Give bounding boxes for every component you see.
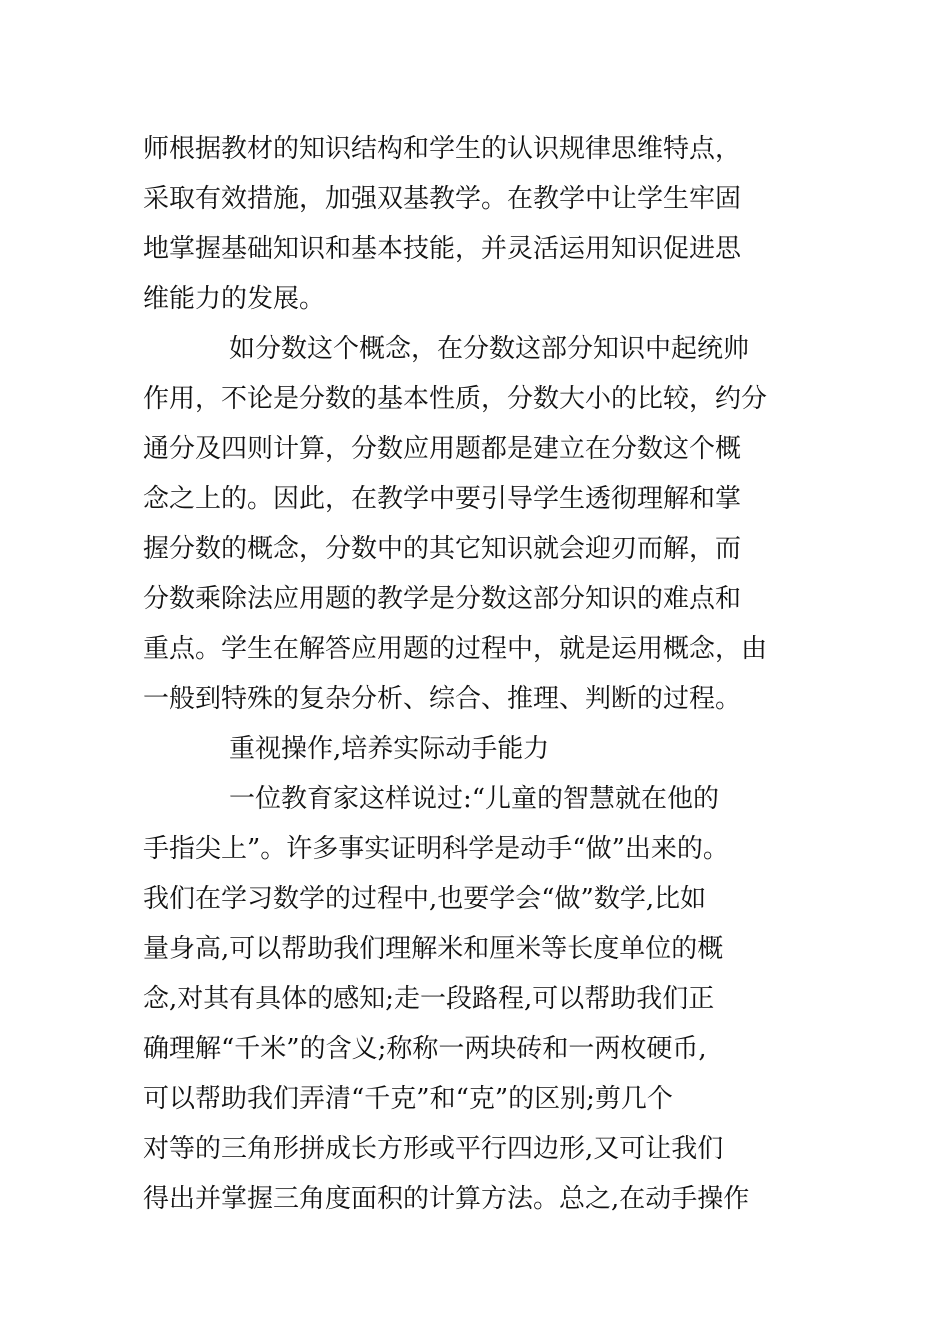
text-line: 分数乘除法应用题的教学是分数这部分知识的难点和 (143, 584, 742, 614)
text-line: 量身高,可以帮助我们理解米和厘米等长度单位的概 (143, 934, 724, 964)
text-line: 一般到特殊的复杂分析、综合、推理、判断的过程。 (143, 684, 742, 714)
text-line: 确理解“千米”的含义;称称一两块砖和一两枚硬币, (143, 1034, 707, 1064)
text-line: 重点。学生在解答应用题的过程中，就是运用概念，由 (143, 634, 768, 664)
text-line: 得出并掌握三角度面积的计算方法。总之,在动手操作 (143, 1184, 750, 1214)
text-line: 采取有效措施，加强双基教学。在教学中让学生牢固 (143, 184, 742, 214)
text-line: 如分数这个概念，在分数这部分知识中起统帅 (229, 334, 750, 364)
text-line: 维能力的发展。 (143, 284, 326, 314)
section-heading (143, 724, 843, 774)
text-line: 对等的三角形拼成长方形或平行四边形,又可让我们 (143, 1134, 724, 1164)
text-line: 念之上的。因此，在教学中要引导学生透彻理解和掌 (143, 484, 742, 514)
text-line: 地掌握基础知识和基本技能，并灵活运用知识促进思 (143, 234, 742, 264)
text-line: 我们在学习数学的过程中,也要学会“做”数学,比如 (143, 884, 707, 914)
text-line: 师根据教材的知识结构和学生的认识规律思维特点， (143, 134, 742, 164)
section-heading-text: 重视操作,培养实际动手能力 (229, 734, 550, 764)
text-line: 握分数的概念，分数中的其它知识就会迎刃而解，而 (143, 534, 742, 564)
text-line: 可以帮助我们弄清“千克”和“克”的区别;剪几个 (143, 1084, 673, 1114)
paragraph-fraction-concept (143, 324, 843, 724)
text-line: 念,对其有具体的感知;走一段路程,可以帮助我们正 (143, 984, 715, 1014)
text-line: 手指尖上”。许多事实证明科学是动手“做”出来的。 (143, 834, 729, 864)
paragraph-hands-on (143, 774, 843, 1224)
document-body (143, 124, 843, 1224)
text-line: 一位教育家这样说过:“儿童的智慧就在他的 (229, 784, 720, 814)
text-line: 通分及四则计算，分数应用题都是建立在分数这个概 (143, 434, 742, 464)
text-line: 作用，不论是分数的基本性质，分数大小的比较，约分 (143, 384, 768, 414)
paragraph-continued (143, 124, 843, 324)
